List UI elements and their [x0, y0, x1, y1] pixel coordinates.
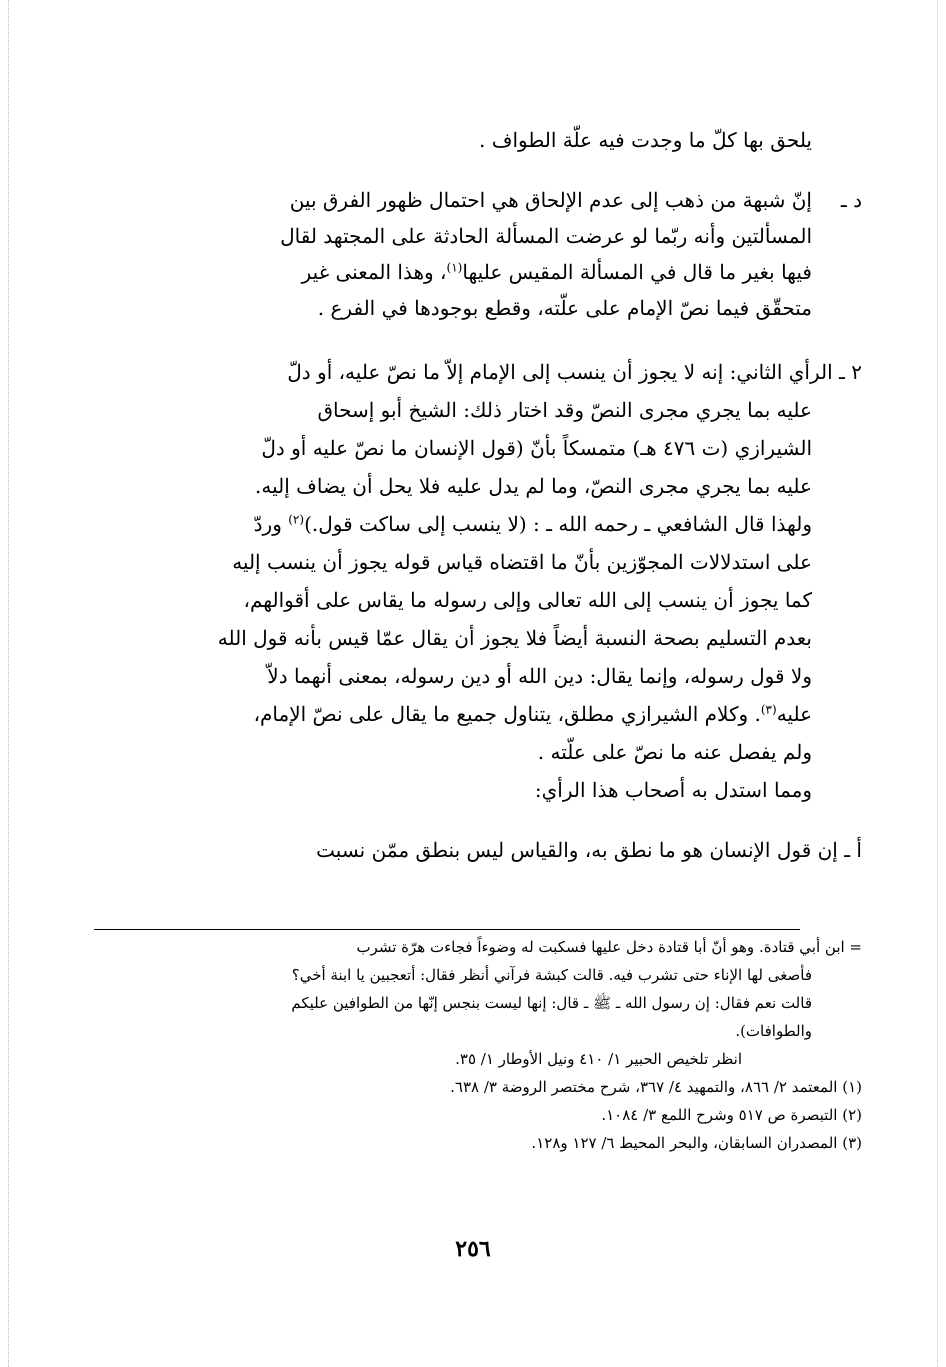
opinion-two-line-10-text: عليه	[776, 702, 812, 726]
footnote-ref-3: (٣)	[760, 702, 777, 717]
footnote-ref-2: (٢)	[288, 512, 305, 527]
footnote-continued-2: فأصغى لها الإناء حتى تشرب فيه. قالت كبشة فرآني أنظر فقال: أتعجبين يا ابنة أخي؟	[291, 966, 812, 984]
footnote-continued-3: قالت نعم فقال: إن رسول الله ـ ﷺ ـ قال: إنها ليست بنجس إنّها من الطوافين عليكم	[291, 994, 812, 1012]
opinion-two-line-5-tail: وردّ	[253, 512, 282, 536]
point-d-line-1: إنّ شبهة من ذهب إلى عدم الإلحاق هي احتمال ظهور الفرق بين	[289, 188, 812, 212]
point-d-line-4: متحقّق فيما نصّ الإمام على علّته، وقطع بوجودها في الفرع .	[317, 296, 812, 320]
opinion-two-line-5	[254, 512, 812, 537]
opinion-two-line-9: ولا قول رسوله، وإنما يقال: دين الله أو دين رسوله، بمعنى أنهما دلاّ	[267, 664, 812, 688]
footnote-separator	[94, 929, 800, 930]
point-d-line-3-text: فيها بغير ما قال في المسألة المقيس عليها	[462, 260, 812, 284]
footnote-3: (٣) المصدران السابقان، والبحر المحيط ٦/ ١٢٧ و١٢٨.	[531, 1134, 862, 1152]
footnote-continued-4: والطوافات).	[735, 1022, 812, 1040]
footnote-ref-1: (١)	[446, 260, 463, 275]
footnote-1: (١) المعتمد ٢/ ٨٦٦، والتمهيد ٤/ ٣٦٧، شرح مختصر الروضة ٣/ ٦٣٨.	[450, 1078, 862, 1096]
point-a: أ ـ إن قول الإنسان هو ما نطق به، والقياس ليس بنطق ممّن نسبت	[316, 838, 862, 862]
left-scan-edge	[8, 0, 9, 1367]
opinion-two-line-12: ومما استدل به أصحاب هذا الرأي:	[534, 778, 812, 802]
footnote-2: (٢) التبصرة ص ٥١٧ وشرح اللمع ٣/ ١٠٨٤.	[601, 1106, 862, 1124]
opinion-two-line-6: على استدلالات المجوّزين بأنّ ما اقتضاه قياس قوله يجوز أن ينسب إليه	[232, 550, 812, 574]
opinion-two-line-8: بعدم التسليم بصحة النسبة أيضاً فلا يجوز أن يقال عمّا قيس بأنه قول الله	[217, 626, 812, 650]
opinion-two-line-11: ولم يفصل عنه ما نصّ على علّته .	[537, 740, 812, 764]
opinion-two-line-10-tail: . وكلام الشيرازي مطلق، يتناول جميع ما يقال على نصّ الإمام،	[253, 702, 761, 726]
footnote-continued-1: = ابن أبي قتادة. وهو أنّ أبا قتادة دخل عليها فسكبت له وضوءاً فجاءت هرّة تشرب	[356, 938, 862, 956]
opinion-two-line-5-text: ولهذا قال الشافعي ـ رحمه الله ـ : (لا ينسب إلى ساكت قول.)	[304, 512, 812, 536]
opinion-two-line-3: الشيرازي (ت ٤٧٦ هـ) متمسكاً بأنّ (قول الإنسان ما نصّ عليه أو دلّ	[261, 436, 812, 460]
footnote-continued-5: انظر تلخيص الحبير ١/ ٤١٠ ونيل الأوطار ١/ ٣٥.	[455, 1050, 742, 1068]
opinion-two-line-10	[254, 702, 812, 727]
point-d-line-3-tail: ، وهذا المعنى غير	[301, 260, 447, 284]
opinion-two-line-1: ٢ ـ الرأي الثاني: إنه لا يجوز أن ينسب إلى الإمام إلاّ ما نصّ عليه، أو دلّ	[287, 360, 862, 384]
opinion-two-line-4: عليه بما يجري مجرى النصّ، وما لم يدل عليه فلا يحل أن يضاف إليه.	[255, 474, 812, 498]
point-d-marker: د ـ	[840, 188, 862, 212]
opinion-two-line-7: كما يجوز أن ينسب إلى الله تعالى وإلى رسوله ما يقاس على أقوالهم،	[243, 588, 812, 612]
point-d-line-2: المسألتين وأنه ربّما لو عرضت المسألة الحادثة على المجتهد لقال	[280, 224, 812, 248]
page-number: ٢٥٦	[455, 1236, 491, 1262]
continuation-line: يلحق بها كلّ ما وجدت فيه علّة الطواف .	[479, 128, 812, 152]
opinion-two-line-2: عليه بما يجري مجرى النصّ وقد اختار ذلك: الشيخ أبو إسحاق	[317, 398, 812, 422]
right-scan-edge	[937, 0, 938, 1367]
point-d-line-3	[302, 260, 812, 285]
